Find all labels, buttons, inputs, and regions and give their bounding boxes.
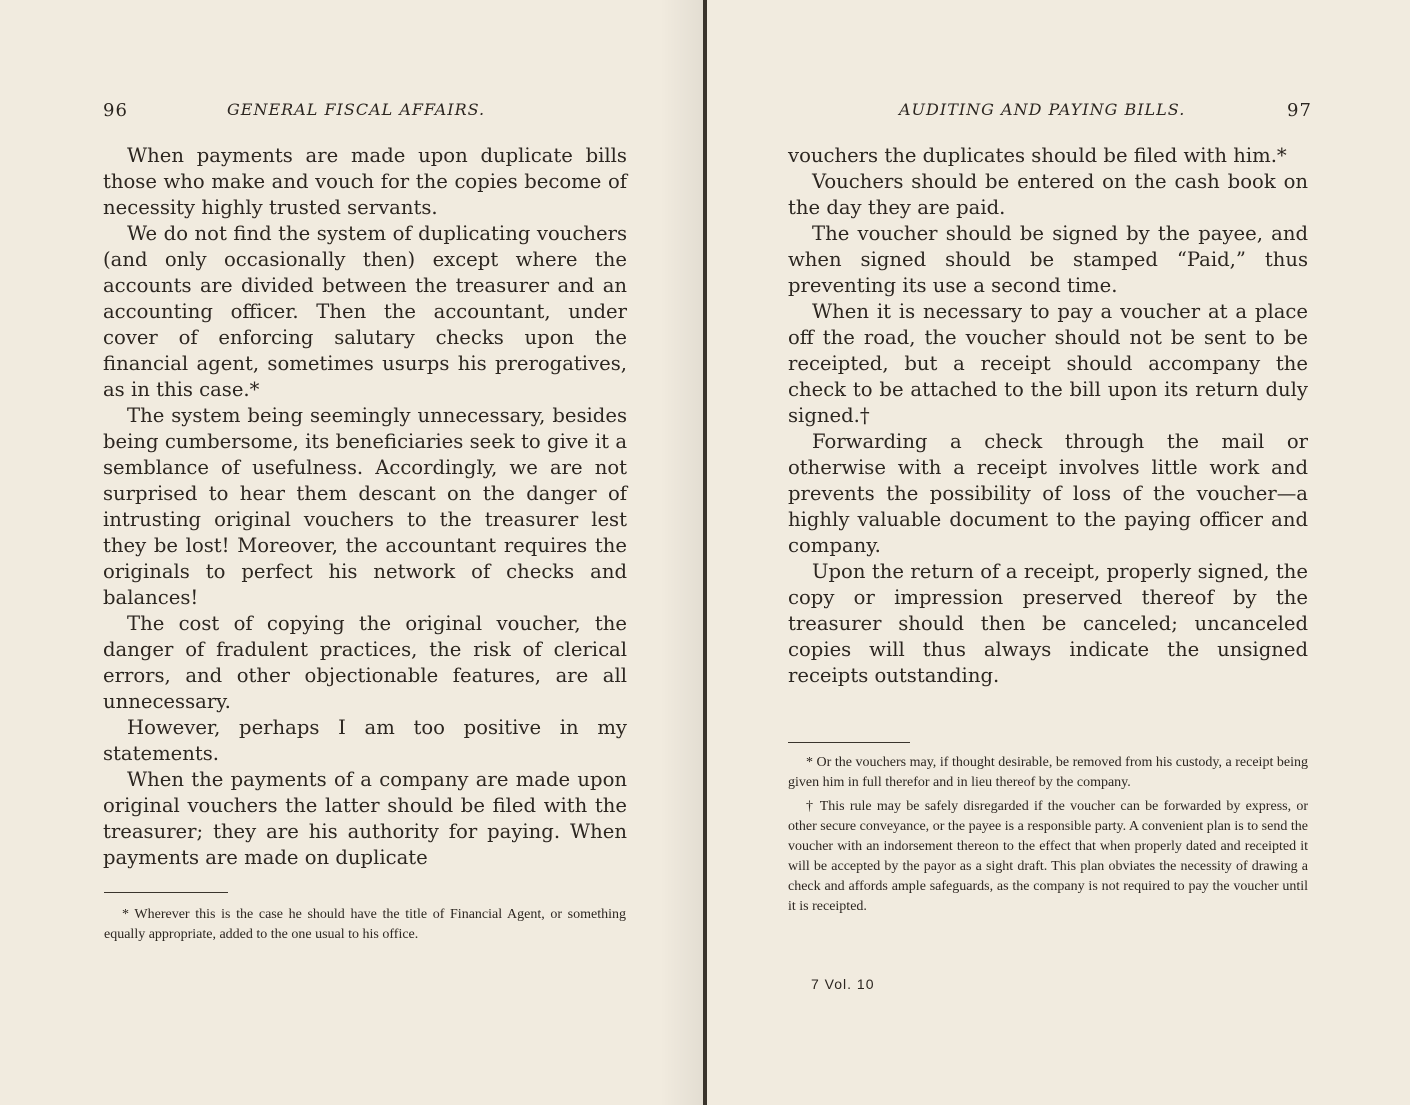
right-paragraph: Forwarding a check through the mail or otherwise with a receipt involves little work and prevents the possibility of loss of the voucher—a highly valuable document to the paying officer and company. — [788, 430, 1308, 557]
left-folio: 96 — [103, 100, 128, 121]
gutter-shadow — [660, 0, 703, 1105]
right-footnote-rule — [788, 742, 910, 743]
left-page — [0, 0, 703, 1105]
left-running-head — [103, 98, 629, 124]
signature-mark: 7 Vol. 10 — [811, 976, 875, 992]
right-running-head — [787, 98, 1327, 124]
right-paragraph: The voucher should be signed by the payee, and when signed should be stamped “Paid,” thus preventing its use a second time. — [788, 222, 1308, 297]
left-body-text — [103, 143, 627, 871]
footnote: * Or the vouchers may, if thought desirable, be removed from his custody, a receipt being given him in full therefor and in lieu thereof by the company. — [788, 755, 1308, 790]
right-running-title: AUDITING AND PAYING BILLS. — [899, 100, 1186, 119]
right-paragraph: When it is necessary to pay a voucher at a place off the road, the voucher should not be sent to be receipted, but a receipt should accompany the check to be attached to the bill upon its return duly signed.† — [788, 300, 1308, 427]
left-paragraph: The system being seemingly unnecessary, besides being cumbersome, its beneficiaries seek to give it a semblance of usefulness. Accordingly, we are not surprised to hear them descant on the danger of intrusting original vouchers to the treasurer lest they be lost! Moreover, the accountant requires the originals to perfect his network of checks and balances! — [103, 404, 627, 609]
right-page — [707, 0, 1410, 1105]
left-paragraph: When the payments of a company are made upon original vouchers the latter should be filed with the treasurer; they are his authority for paying. When payments are made on duplicate — [103, 768, 627, 869]
left-footnotes — [104, 905, 626, 949]
left-paragraph: The cost of copying the original voucher, the danger of fradulent practices, the risk of clerical errors, and other objectionable features, are all unnecessary. — [103, 612, 627, 713]
right-continued-line: vouchers the duplicates should be filed with him.* — [788, 144, 1287, 167]
right-folio: 97 — [1287, 100, 1312, 121]
left-paragraph: However, perhaps I am too positive in my statements. — [103, 716, 627, 765]
left-paragraph: When payments are made upon duplicate bills those who make and vouch for the copies become of necessity highly trusted servants. — [103, 144, 627, 219]
left-running-title: GENERAL FISCAL AFFAIRS. — [227, 100, 486, 119]
right-paragraph: Vouchers should be entered on the cash book on the day they are paid. — [788, 170, 1308, 219]
right-paragraph: Upon the return of a receipt, properly signed, the copy or impression preserved thereof by the treasurer should then be canceled; uncanceled copies will thus always indicate the unsigned receipts outstanding. — [788, 560, 1308, 687]
right-body-text — [788, 143, 1308, 689]
left-footnote-rule — [104, 892, 228, 893]
left-paragraph: We do not find the system of duplicating vouchers (and only occasionally then) except where the accounts are divided between the treasurer and an accounting officer. Then the accountant, under cover of enforcing salutary checks upon the financial agent, sometimes usurps his prerogatives, as in this case.* — [103, 222, 627, 401]
footnote: † This rule may be safely disregarded if the voucher can be forwarded by express, or other secure conveyance, or the payee is a responsible party. A convenient plan is to send the voucher with an indorsement thereon to the effect that when properly dated and receipted it will be accepted by the payor as a sight draft. This plan obviates the necessity of drawing a check and affords ample safeguards, as the company is not required to pay the voucher until it is receipted. — [788, 799, 1308, 914]
footnote: * Wherever this is the case he should have the title of Financial Agent, or something equally appropriate, added to the one usual to his office. — [104, 907, 626, 942]
right-footnotes — [788, 753, 1308, 921]
